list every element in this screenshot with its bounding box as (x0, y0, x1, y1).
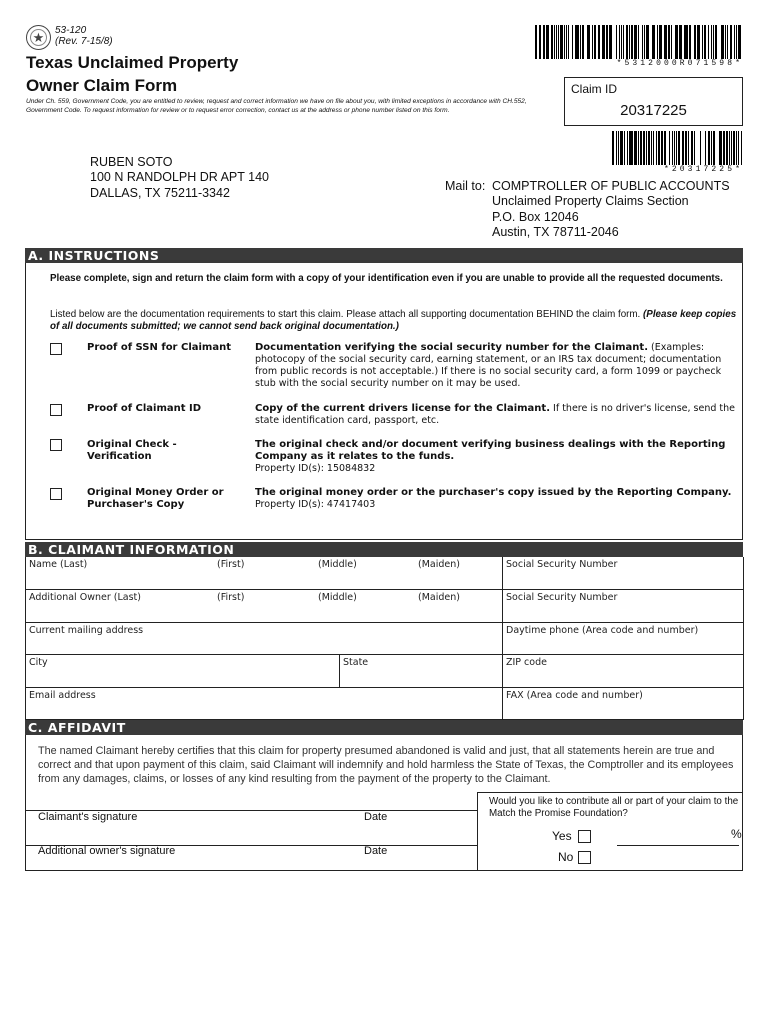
barcode-bar (618, 131, 619, 165)
barcode-bar (674, 131, 676, 165)
instructions-normal-text: Listed below are the documentation requirements to start this claim. Please attach all supporting documentation BEHIND the claim form. (50, 309, 641, 320)
barcode-bar (708, 131, 710, 165)
barcode-bar (629, 25, 630, 59)
barcode-bar (616, 131, 618, 165)
mail-to-label: Mail to: (445, 179, 486, 193)
fax-label: FAX (Area code and number) (506, 690, 643, 701)
barcode-bar (671, 25, 672, 59)
barcode-bar (623, 25, 624, 59)
barcode-bar (616, 25, 617, 59)
additional-owner-maiden-label: (Maiden) (418, 592, 460, 603)
barcode-bar (539, 25, 541, 59)
barcode-top (535, 25, 743, 68)
mail-line-3: P.O. Box 12046 (492, 209, 579, 224)
barcode-bar (598, 25, 600, 59)
barcode-bar (576, 25, 579, 59)
additional-owner-last-label: Additional Owner (Last) (29, 592, 141, 603)
contribution-question: Would you like to contribute all or part of your claim to the Match the Promise Foundation? (489, 796, 739, 819)
doc-label-id: Proof of Claimant ID (87, 403, 202, 414)
barcode-bar (736, 25, 737, 59)
barcode-bar (729, 131, 730, 165)
contribute-yes-label: Yes (552, 829, 572, 843)
barcode-bar (738, 131, 739, 165)
barcode-bar (689, 25, 691, 59)
barcode-bar (648, 131, 651, 165)
barcode-bar (554, 25, 555, 59)
additional-ssn-label: Social Security Number (506, 592, 618, 603)
barcode-bar (702, 25, 703, 59)
contribute-yes-checkbox[interactable] (578, 830, 591, 843)
barcode-bar (730, 25, 733, 59)
barcode-bar (664, 25, 667, 59)
barcode-bar (656, 131, 657, 165)
title-line-1: Texas Unclaimed Property (26, 53, 239, 72)
daytime-phone-field[interactable] (503, 623, 744, 655)
barcode-bar (642, 25, 643, 59)
doc-label-check: Original Check - Verification (87, 439, 177, 462)
barcode-bar (725, 25, 726, 59)
barcode-bar (721, 25, 724, 59)
barcode-bar (606, 25, 608, 59)
doc-property-id-money-order: Property ID(s): 47417403 (255, 499, 376, 510)
barcode-bar (646, 25, 649, 59)
barcode-bar (719, 131, 722, 165)
barcode-bar (594, 25, 596, 59)
section-a-heading: A. INSTRUCTIONS (25, 248, 743, 263)
form-number-block (55, 25, 113, 47)
barcode-bar (657, 25, 659, 59)
barcode-bar (691, 131, 693, 165)
barcode-bar (566, 25, 567, 59)
barcode-bar (551, 25, 553, 59)
barcode-bar (741, 131, 742, 165)
barcode-bar (733, 131, 736, 165)
ssn-label: Social Security Number (506, 559, 618, 570)
doc-desc-id (255, 403, 735, 427)
section-c-heading: C. AFFIDAVIT (25, 720, 743, 735)
claimant-street: 100 N RANDOLPH DR APT 140 (90, 170, 270, 185)
barcode-bar (708, 25, 709, 59)
barcode-bar (679, 25, 682, 59)
barcode-bar (619, 25, 620, 59)
email-label: Email address (29, 690, 96, 701)
name-last-label: Name (Last) (29, 559, 88, 570)
instructions-paragraph (50, 309, 740, 332)
state-field[interactable] (340, 655, 503, 688)
barcode-bar (726, 131, 728, 165)
title-line-2: Owner Claim Form (26, 76, 178, 95)
barcode-bar (575, 25, 576, 59)
barcode-bar (646, 131, 647, 165)
name-middle-label: (Middle) (318, 559, 357, 570)
doc-label-money-order: Original Money Order or Purchaser's Copy (87, 487, 224, 510)
barcode-bar (620, 131, 623, 165)
barcode-bar (694, 131, 696, 165)
city-label: City (29, 657, 48, 668)
doc-desc-id-bold: Copy of the current drivers license for the Claimant. (255, 403, 550, 414)
name-field[interactable] (26, 557, 503, 590)
ssn-proof-checkbox[interactable] (50, 343, 62, 355)
barcode-bar (560, 25, 563, 59)
barcode-bar (624, 131, 625, 165)
barcode-bar (621, 25, 622, 59)
email-field[interactable] (26, 688, 503, 720)
barcode-bar (652, 25, 655, 59)
instructions-bold-paragraph: Please complete, sign and return the claim form with a copy of your identification even if you are unable to provide all the requested documents. (50, 273, 723, 284)
barcode-bar (587, 25, 590, 59)
barcode-bar (609, 25, 612, 59)
mail-to-address (492, 179, 730, 241)
barcode-bar (564, 25, 565, 59)
doc-desc-ssn-text: (Examples: photocopy of the social security card, earning statement, or an IRS tax document; documentation from public records is not acceptable.) If there is no social security card, a form 1099 or paycheck stub with the social security number on it may be used. (255, 342, 722, 389)
barcode-bar (627, 131, 628, 165)
contribute-no-checkbox[interactable] (578, 851, 591, 864)
doc-desc-money-order-bold: The original money order or the purchaser's copy issued by the Reporting Company. (255, 487, 732, 498)
doc-desc-id-text: If there is no driver's license, send the state identification card, passport, etc. (255, 403, 735, 426)
barcode-bar (572, 25, 573, 59)
money-order-checkbox[interactable] (50, 488, 62, 500)
form-revision: (Rev. 7-15/8) (55, 36, 113, 47)
barcode-bar (685, 131, 688, 165)
barcode-bar (546, 25, 549, 59)
additional-owner-first-label: (First) (217, 592, 245, 603)
barcode-bar (704, 25, 706, 59)
section-b-grid (25, 557, 743, 720)
barcode-bar (659, 25, 662, 59)
barcode-bar (651, 131, 652, 165)
daytime-phone-label: Daytime phone (Area code and number) (506, 625, 699, 636)
mail-line-4: Austin, TX 78711-2046 (492, 225, 619, 240)
barcode-bar (634, 131, 637, 165)
barcode-bar (641, 131, 642, 165)
additional-date-label: Date (364, 845, 388, 857)
barcode-bar (723, 131, 726, 165)
barcode-bar (604, 25, 606, 59)
doc-property-id-check: Property ID(s): 15084832 (255, 463, 376, 474)
barcode-bar (634, 25, 637, 59)
instructions-keep-copies-text: (Please keep copies of all documents submitted; we cannot send back original documentation.) (50, 309, 737, 332)
barcode-bar (556, 25, 557, 59)
claim-id-value: 20317225 (620, 102, 687, 119)
mailing-address-field[interactable] (26, 623, 503, 655)
barcode-bar (638, 131, 640, 165)
contribution-percent-line[interactable] (617, 845, 739, 846)
barcode-bar (736, 131, 737, 165)
section-b-heading: B. CLAIMANT INFORMATION (25, 542, 743, 557)
barcode-bars (535, 25, 743, 59)
claimant-address (90, 155, 269, 201)
barcode-bar (700, 131, 701, 165)
original-check-checkbox[interactable] (50, 439, 62, 451)
state-label: State (343, 657, 369, 668)
barcode-bar (638, 25, 639, 59)
barcode-bar (658, 131, 661, 165)
barcode-bar (675, 25, 678, 59)
barcode-bar (678, 131, 680, 165)
barcode-bar (713, 25, 714, 59)
claimant-date-label: Date (364, 811, 388, 823)
ssn-field[interactable] (503, 557, 744, 590)
mailing-address-label: Current mailing address (29, 625, 144, 636)
contribute-no-label: No (558, 850, 574, 864)
barcode-bar (592, 25, 594, 59)
additional-owner-field[interactable] (26, 590, 503, 623)
additional-ssn-field[interactable] (503, 590, 744, 623)
barcode-claim-text: *20317225* (663, 165, 743, 174)
barcode-bar (558, 25, 560, 59)
zip-field[interactable] (503, 655, 744, 688)
fax-field[interactable] (503, 688, 744, 720)
name-first-label: (First) (217, 559, 245, 570)
claimant-city-line: DALLAS, TX 75211-3342 (90, 185, 230, 200)
barcode-bar (544, 25, 545, 59)
texas-seal-icon: ★ (26, 25, 51, 50)
barcode-bar (630, 131, 633, 165)
barcode-bar (612, 131, 614, 165)
barcode-bar (688, 131, 689, 165)
additional-owner-middle-label: (Middle) (318, 592, 357, 603)
barcode-bar (626, 25, 628, 59)
form-number: 53-120 (55, 25, 87, 36)
barcode-bar (543, 25, 544, 59)
mail-line-1: COMPTROLLER OF PUBLIC ACCOUNTS (492, 179, 730, 193)
legal-notice: Under Ch. 559, Government Code, you are entitled to review, request and correct information we have on file about you, with limited exceptions in accordance with CH.552, Government Code. To request information for review or to request error correction, contact us at the address or phone number listed on this form. (26, 98, 527, 114)
barcode-bar (711, 25, 712, 59)
claim-id-label: Claim ID (571, 82, 618, 96)
doc-desc-check-bold: The original check and/or document verifying business dealings with the Reporting Company as it relates to the funds. (255, 439, 726, 462)
affidavit-text: The named Claimant hereby certifies that this claim for property presumed abandoned is valid and just, that all statements herein are true and correct and that upon payment of this claim, said Claimant will indemnify and hold harmless the State of Texas, the Comptroller and its employees from any damages, claims, or losses of any kind resulting from the payment of the property to the Claimant. (38, 745, 734, 785)
zip-label: ZIP code (506, 657, 547, 668)
barcode-bar (738, 25, 741, 59)
barcode-bar (644, 25, 645, 59)
barcode-bar (685, 25, 688, 59)
barcode-bar (672, 131, 673, 165)
barcode-claim-bars (612, 131, 743, 165)
barcode-bar (713, 131, 716, 165)
barcode-bar (711, 131, 712, 165)
barcode-bar (727, 25, 728, 59)
barcode-bar (682, 131, 684, 165)
barcode-bar (568, 25, 569, 59)
doc-desc-ssn (255, 342, 735, 390)
doc-label-ssn: Proof of SSN for Claimant (87, 342, 231, 353)
claim-id-box (564, 77, 743, 126)
doc-desc-ssn-bold: Documentation verifying the social security number for the Claimant. (255, 342, 648, 353)
barcode-bar (705, 131, 706, 165)
city-field[interactable] (26, 655, 340, 688)
barcode-bar (676, 131, 677, 165)
doc-desc-money-order (255, 487, 735, 511)
barcode-bar (653, 131, 654, 165)
barcode-bar (661, 131, 663, 165)
barcode-bar (643, 131, 645, 165)
doc-desc-check (255, 439, 735, 475)
barcode-bar (580, 25, 581, 59)
barcode-bar (631, 25, 633, 59)
form-title (26, 51, 238, 97)
barcode-bar (731, 131, 732, 165)
barcode-bar (669, 131, 670, 165)
barcode-bar (668, 25, 671, 59)
barcode-bar (694, 25, 696, 59)
barcode-bar (699, 25, 700, 59)
barcode-bar (582, 25, 584, 59)
barcode-claim (612, 131, 743, 174)
barcode-bar (664, 131, 666, 165)
name-maiden-label: (Maiden) (418, 559, 460, 570)
barcode-bar (734, 25, 735, 59)
barcode-bar (684, 25, 685, 59)
mail-line-2: Unclaimed Property Claims Section (492, 194, 689, 209)
claimant-id-checkbox[interactable] (50, 404, 62, 416)
barcode-top-text: *5312000R071598* (616, 59, 743, 68)
claimant-signature-label: Claimant's signature (38, 811, 138, 823)
barcode-bar (715, 25, 718, 59)
additional-signature-label: Additional owner's signature (38, 845, 176, 857)
percent-sign: % (731, 827, 742, 841)
claimant-name: RUBEN SOTO (90, 155, 173, 169)
barcode-bar (629, 131, 630, 165)
barcode-bar (535, 25, 537, 59)
